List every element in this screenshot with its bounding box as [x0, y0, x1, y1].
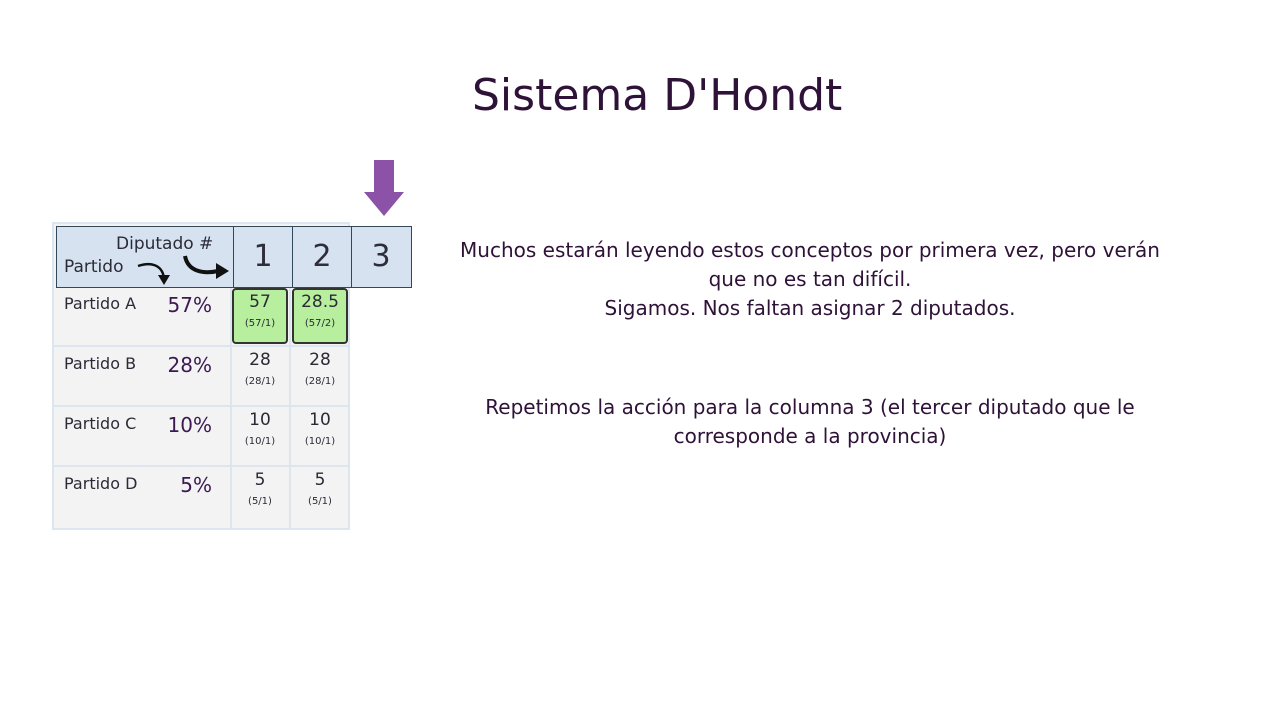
table-cell-highlighted — [292, 288, 348, 344]
cell-value: 10 — [309, 410, 331, 430]
party-percentage: 5% — [180, 473, 212, 497]
explanation-line: Sigamos. Nos faltan asignar 2 diputados. — [604, 296, 1016, 320]
cell-value: 5 — [254, 470, 266, 490]
curved-arrow-large-icon — [182, 254, 230, 280]
column-header-1: 1 — [253, 239, 273, 274]
cell-value: 28.5 — [301, 292, 339, 312]
instruction-paragraph: Repetimos la acción para la columna 3 (el tercer diputado que le corresponde a la provincia) — [485, 395, 1135, 448]
party-name: Partido B — [64, 354, 137, 373]
cell-formula: (10/1) — [244, 436, 276, 447]
explanation-line: Muchos estarán leyendo estos conceptos por primera vez, pero verán que no es tan difícil. — [460, 238, 1160, 291]
cell-formula: (57/1) — [244, 318, 276, 329]
down-arrow-icon — [364, 160, 404, 216]
row-divider — [54, 465, 350, 467]
cell-formula: (28/1) — [244, 376, 276, 387]
column-divider — [289, 288, 291, 528]
explanation-paragraph — [460, 236, 1160, 323]
cell-value: 10 — [249, 410, 271, 430]
cell-value: 57 — [249, 292, 271, 312]
table-cell-highlighted — [232, 288, 288, 344]
cell-formula: (57/2) — [304, 318, 336, 329]
column-header-2: 2 — [312, 239, 332, 274]
party-name: Partido A — [64, 294, 137, 313]
curved-arrow-small-icon — [136, 260, 170, 286]
party-percentage: 28% — [167, 353, 212, 377]
cell-formula: (28/1) — [304, 376, 336, 387]
table-cell — [232, 468, 288, 524]
table-cell — [292, 348, 348, 404]
cell-value: 28 — [309, 350, 331, 370]
table-cell — [232, 348, 288, 404]
cell-formula: (5/1) — [308, 496, 332, 507]
cell-value: 5 — [314, 470, 326, 490]
header-partido-label: Partido — [64, 257, 124, 277]
cell-formula: (5/1) — [248, 496, 272, 507]
table-cell — [292, 468, 348, 524]
table-cell — [292, 408, 348, 464]
row-divider — [54, 405, 350, 407]
party-percentage: 10% — [167, 413, 212, 437]
party-name: Partido C — [64, 414, 137, 433]
header-diputado-label: Diputado # — [116, 234, 214, 254]
slide-title: Sistema D'Hondt — [472, 70, 843, 121]
cell-formula: (10/1) — [304, 436, 336, 447]
column-header-3: 3 — [371, 239, 391, 274]
cell-value: 28 — [249, 350, 271, 370]
party-percentage: 57% — [167, 293, 212, 317]
dhondt-table — [52, 222, 412, 530]
row-divider — [54, 345, 350, 347]
party-name: Partido D — [64, 474, 138, 493]
table-cell — [232, 408, 288, 464]
